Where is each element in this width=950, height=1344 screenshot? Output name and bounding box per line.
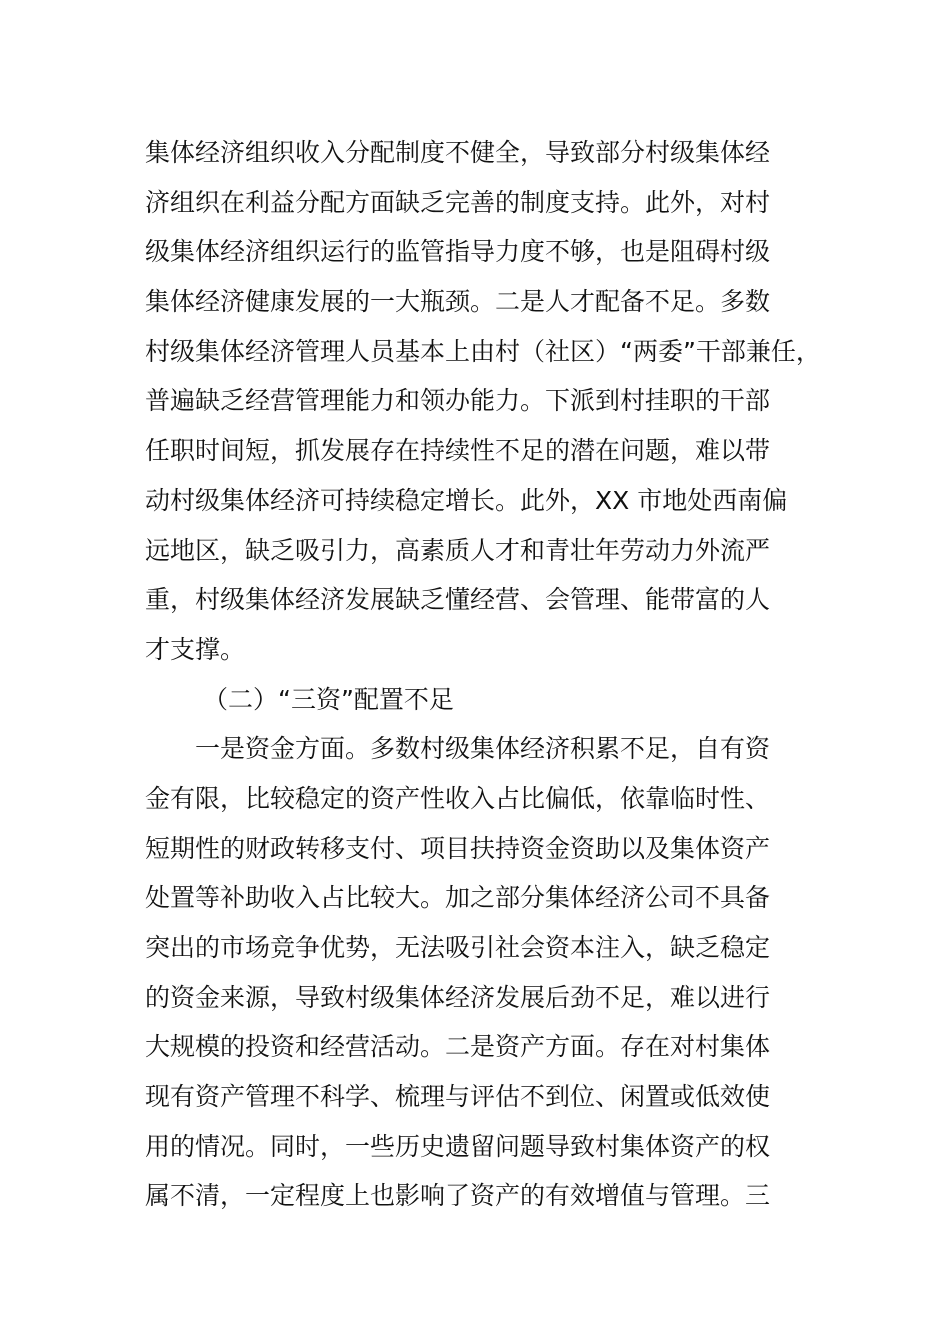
text-line: 动村级集体经济可持续稳定增长。此外，XX 市地处西南偏 xyxy=(145,485,788,515)
paragraph-2 xyxy=(145,724,810,1221)
text-line: 普遍缺乏经营管理能力和领办能力。下派到村挂职的干部 xyxy=(145,386,771,416)
section-heading: （二）“三资”配置不足 xyxy=(203,684,454,714)
text-line: 一是资金方面。多数村级集体经济积累不足，自有资 xyxy=(195,734,771,764)
text-line: 重，村级集体经济发展缺乏懂经营、会管理、能带富的人 xyxy=(145,585,771,615)
paragraph-1 xyxy=(145,128,821,675)
text-line: 用的情况。同时，一些历史遗留问题导致村集体资产的权 xyxy=(145,1131,771,1161)
text-line: 才支撑。 xyxy=(145,634,246,664)
text-line: 短期性的财政转移支付、项目扶持资金资助以及集体资产 xyxy=(145,833,771,863)
text-line: 处置等补助收入占比较大。加之部分集体经济公司不具备 xyxy=(145,883,771,913)
text-line: 大规模的投资和经营活动。二是资产方面。存在对村集体 xyxy=(145,1032,771,1062)
text-line: 任职时间短，抓发展存在持续性不足的潜在问题，难以带 xyxy=(145,436,771,466)
document-body xyxy=(145,128,821,1221)
text-line: 金有限，比较稳定的资产性收入占比偏低，依靠临时性、 xyxy=(145,783,771,813)
text-line: 属不清，一定程度上也影响了资产的有效增值与管理。三 xyxy=(145,1181,771,1211)
text-line: 村级集体经济管理人员基本上由村（社区）“两委”干部兼任， xyxy=(145,336,821,366)
text-line: 现有资产管理不科学、梳理与评估不到位、闲置或低效使 xyxy=(145,1082,771,1112)
text-line: 级集体经济组织运行的监管指导力度不够，也是阻碍村级 xyxy=(145,237,771,267)
text-line: 的资金来源，导致村级集体经济发展后劲不足，难以进行 xyxy=(145,982,771,1012)
text-line: 集体经济健康发展的一大瓶颈。二是人才配备不足。多数 xyxy=(145,287,771,317)
text-line: 集体经济组织收入分配制度不健全，导致部分村级集体经 xyxy=(145,138,771,167)
text-line: 济组织在利益分配方面缺乏完善的制度支持。此外，对村 xyxy=(145,187,771,217)
text-line: 远地区，缺乏吸引力，高素质人才和青壮年劳动力外流严 xyxy=(145,535,771,565)
text-line: 突出的市场竞争优势，无法吸引社会资本注入，缺乏稳定 xyxy=(145,933,771,962)
